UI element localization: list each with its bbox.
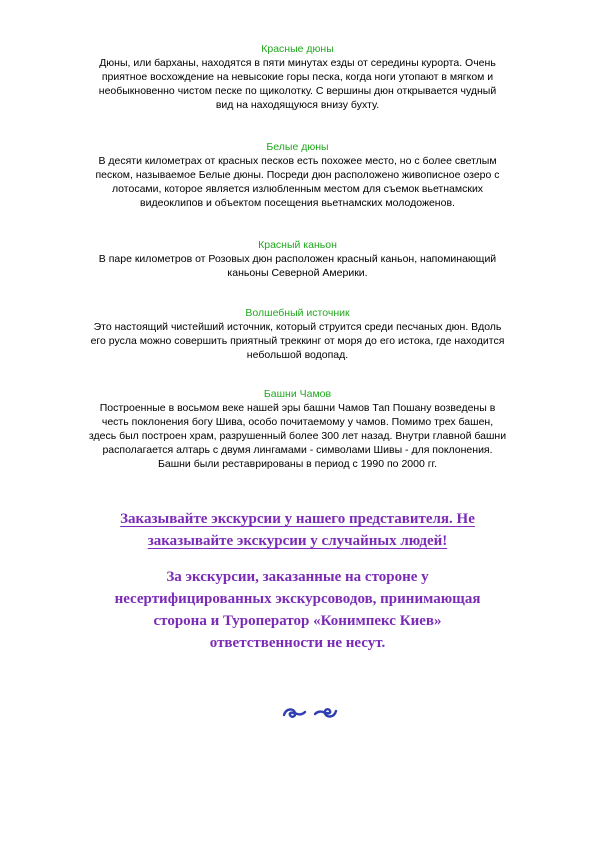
booking-warning-line: заказывайте экскурсии у случайных людей! [147,533,448,549]
booking-warning [40,508,555,552]
section-text-line: каньоны Северной Америки. [227,267,368,279]
scroll-ornament-icon [280,703,340,723]
section-text-line: Это настоящий чистейший источник, который струится среди песчаных дюн. Вдоль [93,321,502,333]
section-text-line: песком, называемое Белые дюны. Посреди дюн расположено живописное озеро с [95,169,500,181]
section-text-line: вид на находящуюся внизу бухту. [215,99,380,111]
booking-warning-line: Заказывайте экскурсии у нашего представителя. Не [120,511,475,527]
section-text-line: необыкновенно чистом песке по щиколотку. С вершины дюн открывается чудный [98,85,497,97]
section-white-dunes [60,141,535,239]
section-magic-spring [60,307,535,388]
section-text-line: его русла можно совершить приятный треккинг от моря до его истока, где находится [90,335,505,347]
section-text-line: В паре километров от Розовых дюн расположен красный каньон, напоминающий [98,253,497,265]
liability-notice-line: ответственности не несут. [209,635,386,651]
section-title: Башни Чамов [263,388,332,400]
section-text-line: В десяти километрах от красных песков есть похожее место, но с более светлым [98,155,497,167]
section-title: Волшебный источник [245,307,350,319]
liability-notice [40,566,555,654]
section-text-line: небольшой водопад. [246,349,349,361]
section-title: Белые дюны [266,141,329,153]
section-cham-towers [60,388,535,471]
liability-notice-line: сторона и Туроператор «Конимпекс Киев» [153,613,442,629]
liability-notice-line: За экскурсии, заказанные на стороне у [166,569,429,585]
section-text-line: Построенные в восьмом веке нашей эры башни Чамов Тап Пошану возведены в [99,402,496,414]
section-text-line: приятное восхождение на невысокие горы песка, когда ноги утопают в мягком и [101,71,494,83]
section-text-line: Башни были реставрированы в период с 1990 по 2000 гг. [157,458,438,470]
section-title: Красные дюны [261,43,334,55]
liability-notice-line: несертифицированных экскурсоводов, принимающая [114,591,481,607]
section-text-line: честь поклонения богу Шива, особо почитаемому у чамов. Помимо трех башен, [101,416,494,428]
section-text-line: лотосами, которое является излюбленным местом для съемок вьетнамских [111,183,484,195]
section-text-line: располагается алтарь с двумя лингамами - символами Шивы - для поклонения. [102,444,493,456]
section-red-dunes [60,43,535,141]
section-text-line: здесь был построен храм, разрушенный более 300 лет назад. Внутри главной башни [88,430,507,442]
section-title: Красный каньон [258,239,337,251]
section-text-line: Дюны, или барханы, находятся в пяти минутах езды от середины курорта. Очень [99,57,496,69]
section-text-line: видеоклипов и объектом посещения вьетнамских молодоженов. [140,197,455,209]
section-red-canyon [60,239,535,307]
attractions-list [60,43,535,471]
